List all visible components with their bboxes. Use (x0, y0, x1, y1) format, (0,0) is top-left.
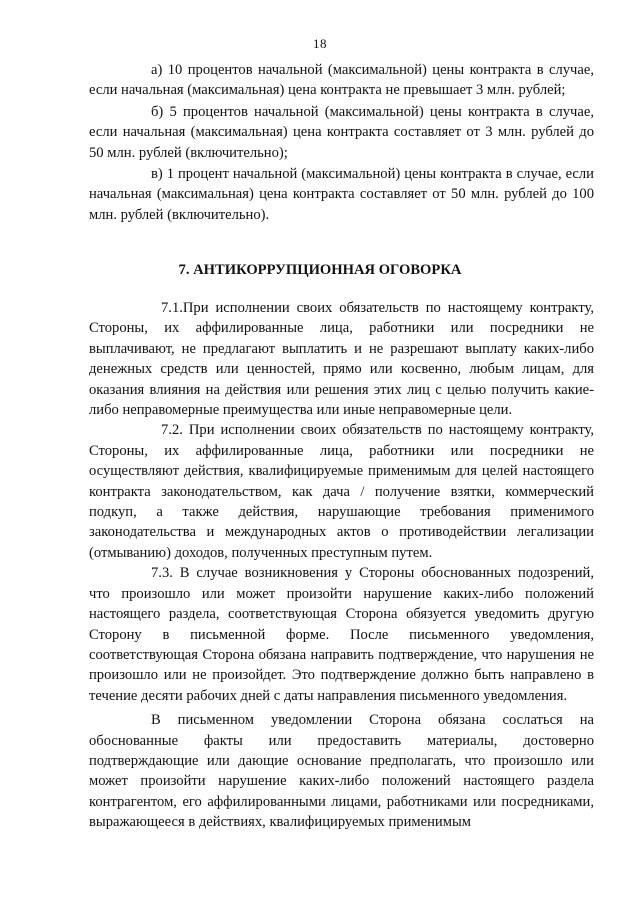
clause-7-3: 7.3. В случае возникновения у Стороны обоснованных подозрений, что произошло или может произойти нарушение каких-либо положений настоящего раздела, соответствующая Сторона обязуется уведомить другую Сторону в письменной форме. После письменного уведомления, соответствующая Сторона обязана направить подтверждение, что нарушения не произошло или не произойдет. Это подтверждение должно быть направлено в течение десяти рабочих дней с даты направления письменного уведомления. (89, 565, 594, 704)
clause-7-1: 7.1.При исполнении своих обязательств по настоящему контракту, Стороны, их аффилированные лица, работники или посредники не выплачивают, не предлагают выплатить и не разрешают выплату каких-либо денежных средств или ценностей, прямо или косвенно, любым лицам, для оказания влияния на действия или решения этих лиц с целью получить какие-либо неправомерные преимущества или иные неправомерные цели. (89, 300, 594, 419)
clause-7-2: 7.2. При исполнении своих обязательств по настоящему контракту, Стороны, их аффилированные лица, работники или посредники не осуществляют действия, квалифицируемые применимым для целей настоящего контракта законодательством, как дача / получение взятки, коммерческий подкуп, а также действия, нарушающие требования применимого законодательства и международных актов о противодействии легализации (отмыванию) доходов, полученных преступным путем. (89, 422, 594, 561)
page-number: 18 (313, 36, 327, 51)
section-heading: 7. АНТИКОРРУПЦИОННАЯ ОГОВОРКА (178, 262, 462, 278)
clauses-block (89, 298, 594, 833)
list-item-a: а) 10 процентов начальной (максимальной) цены контракта в случае, если начальная (максимальная) цена контракта не превышает 3 млн. рублей; (89, 62, 594, 99)
list-item-b: б) 5 процентов начальной (максимальной) цены контракта в случае, если начальная (максимальная) цена контракта составляет от 3 млн. рублей до 50 млн. рублей (включительно); (89, 103, 594, 161)
clause-7-3-continuation: В письменном уведомлении Сторона обязана сослаться на обоснованные факты или предоставить материалы, достоверно подтверждающие или дающие основание предполагать, что произошло или может произойти нарушение каких-либо положений настоящего раздела контрагентом, его аффилированными лицами, работниками или посредниками, выражающееся в действиях, квалифицируемых применимым (89, 712, 594, 831)
list-item-v: в) 1 процент начальной (максимальной) цены контракта в случае, если начальная (максимальная) цена контракта составляет от 50 млн. рублей до 100 млн. рублей (включительно). (89, 166, 594, 223)
list-items-block (89, 60, 594, 225)
